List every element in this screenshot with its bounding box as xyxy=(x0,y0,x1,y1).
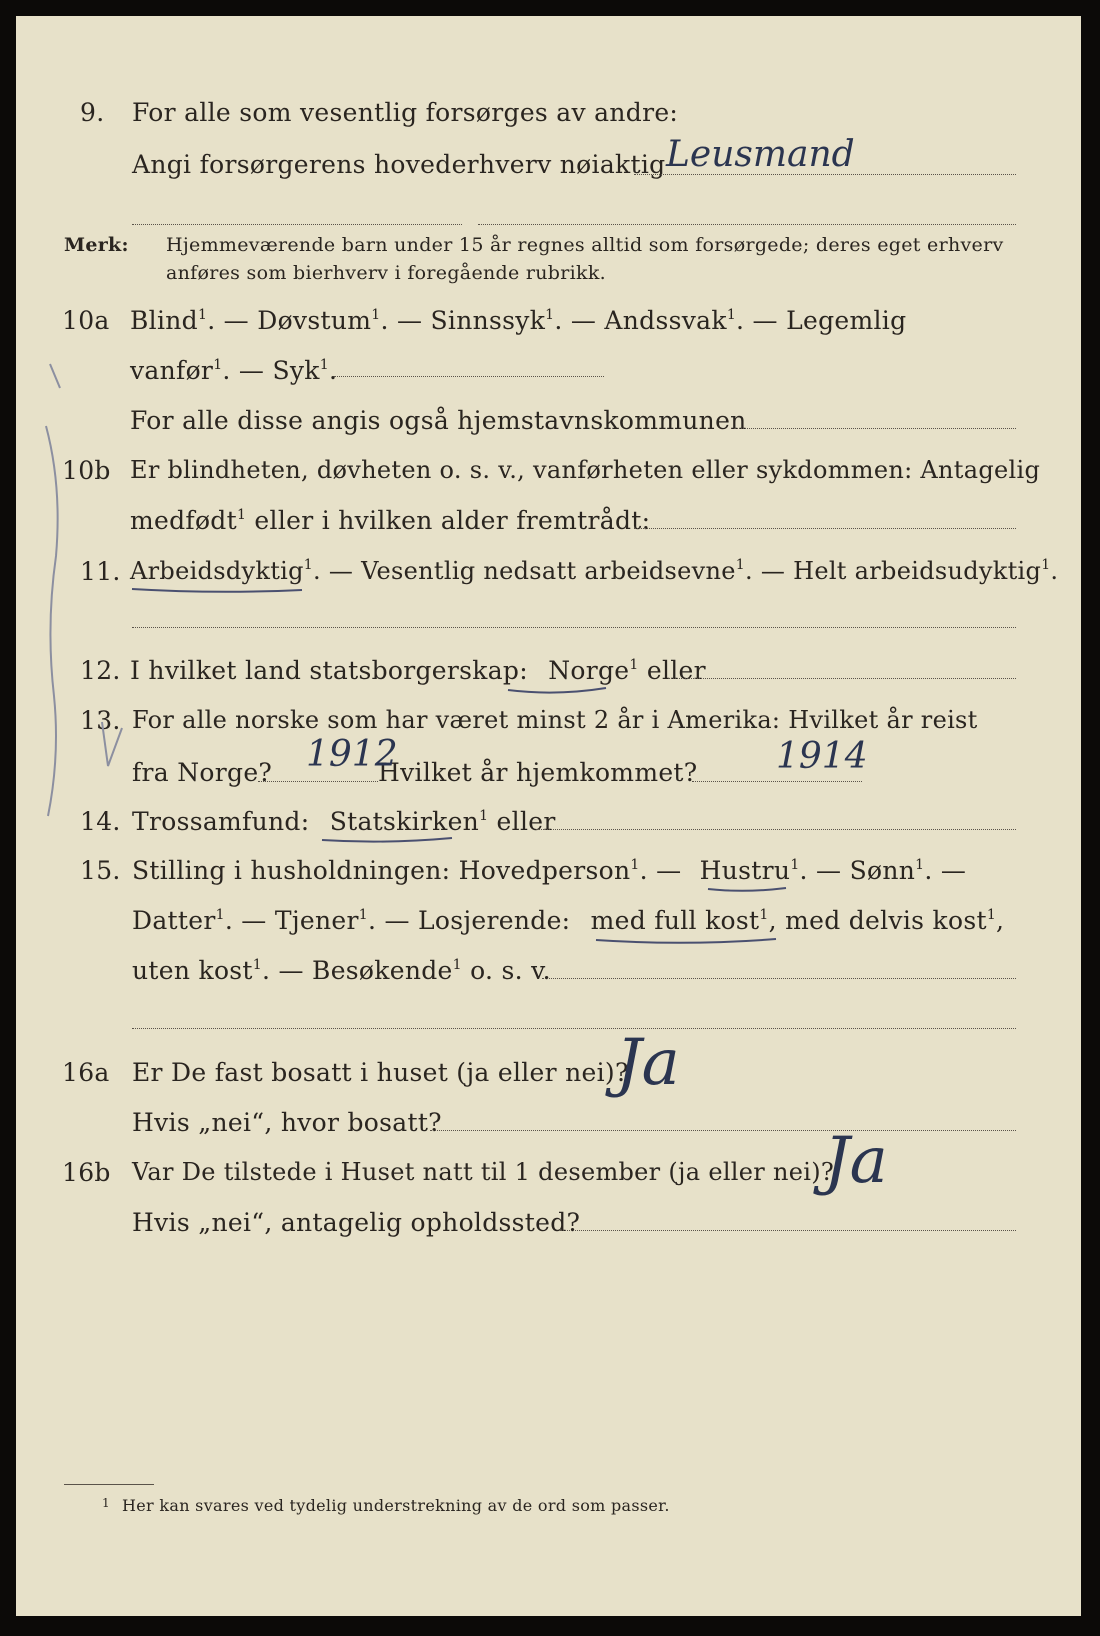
question-number: 16a xyxy=(62,1058,110,1087)
underline-norge xyxy=(508,688,606,693)
question-number: 15. xyxy=(80,856,121,885)
question-number: 12. xyxy=(80,656,121,685)
question-text: Hvilket år hjemkommet? xyxy=(378,758,698,787)
question-text: Er blindheten, døvheten o. s. v., vanførheten eller sykdommen: Antagelig xyxy=(130,456,1041,484)
underline-arbeidsdyktig xyxy=(132,589,302,592)
margin-pencil-mark xyxy=(46,364,60,816)
handwritten-answer-tilstede: Ja xyxy=(824,1124,888,1198)
question-number: 11. xyxy=(80,557,121,586)
option-uten-kost-besokende[interactable]: uten kost$^1$. — Besøkende$^1$ o. s. v. xyxy=(132,956,551,985)
question-number: 10b xyxy=(62,456,111,485)
question-number: 13. xyxy=(80,706,121,735)
merk-text: Hjemmeværende barn under 15 år regnes alltid som forsørgede; deres eget erhverv xyxy=(166,234,1004,256)
option-vanfor-syk[interactable]: vanfør$^1$. — Syk$^1$. xyxy=(130,356,338,385)
merk-label: Merk: xyxy=(64,234,129,256)
option-arbeidsdyktig[interactable]: Arbeidsdyktig$^1$. — Vesentlig nedsatt arbeidsevne$^1$. — Helt arbeidsudyktig$^1$. xyxy=(130,557,1059,585)
question-text: For alle som vesentlig forsørges av andre: xyxy=(132,98,679,127)
handwritten-answer-occupation: Leusmand xyxy=(666,134,855,175)
question-text: Hvis „nei“, antagelig opholdssted? xyxy=(132,1208,581,1237)
handwritten-answer-year-returned: 1914 xyxy=(776,736,868,777)
footnote-text: Her kan svares ved tydelig understrekning av de ord som passer. xyxy=(122,1496,670,1515)
question-text: Er De fast bosatt i huset (ja eller nei)? xyxy=(132,1058,629,1087)
handwritten-answer-year-left: 1912 xyxy=(306,734,398,775)
option-statskirken[interactable]: Trossamfund: Statskirken$^1$ eller xyxy=(132,807,556,836)
question-number: 16b xyxy=(62,1158,111,1187)
question-number: 9. xyxy=(80,98,105,127)
question-text: Var De tilstede i Huset natt til 1 desember (ja eller nei)? xyxy=(132,1158,835,1186)
option-blind[interactable]: Blind$^1$. — Døvstum$^1$. — Sinnssyk$^1$. — Andssvak$^1$. — Legemlig xyxy=(130,306,907,335)
question-text: fra Norge? xyxy=(132,758,273,787)
census-form-page xyxy=(16,16,1081,1616)
question-number: 10a xyxy=(62,306,110,335)
question-text: For alle norske som har været minst 2 år i Amerika: Hvilket år reist xyxy=(132,706,978,734)
underline-hustru xyxy=(708,888,786,891)
question-text: For alle disse angis også hjemstavnskommunen xyxy=(130,406,747,435)
ink-markings xyxy=(16,16,1081,1616)
underline-statskirken xyxy=(322,838,452,842)
question-number: 14. xyxy=(80,807,121,836)
question-text: Angi forsørgerens hovederhverv nøiaktig xyxy=(132,150,666,179)
handwritten-answer-bosatt: Ja xyxy=(616,1026,680,1100)
option-datter-losjerende[interactable]: Datter$^1$. — Tjener$^1$. — Losjerende: med full kost$^1$, med delvis kost$^1$, xyxy=(132,906,1005,935)
footnote-mark: 1 xyxy=(102,1496,110,1510)
question-text: Hvis „nei“, hvor bosatt? xyxy=(132,1108,442,1137)
option-medfodt[interactable]: medfødt$^1$ eller i hvilken alder fremtrådt: xyxy=(130,506,651,535)
option-hovedperson-hustru[interactable]: Stilling i husholdningen: Hovedperson$^1$. — Hustru$^1$. — Sønn$^1$. — xyxy=(132,856,967,885)
underline-med-full-kost xyxy=(596,939,776,943)
merk-text: anføres som bierhverv i foregående rubrikk. xyxy=(166,262,606,284)
option-norge[interactable]: I hvilket land statsborgerskap: Norge$^1$ eller xyxy=(130,656,706,685)
margin-check-mark xyxy=(102,722,122,766)
